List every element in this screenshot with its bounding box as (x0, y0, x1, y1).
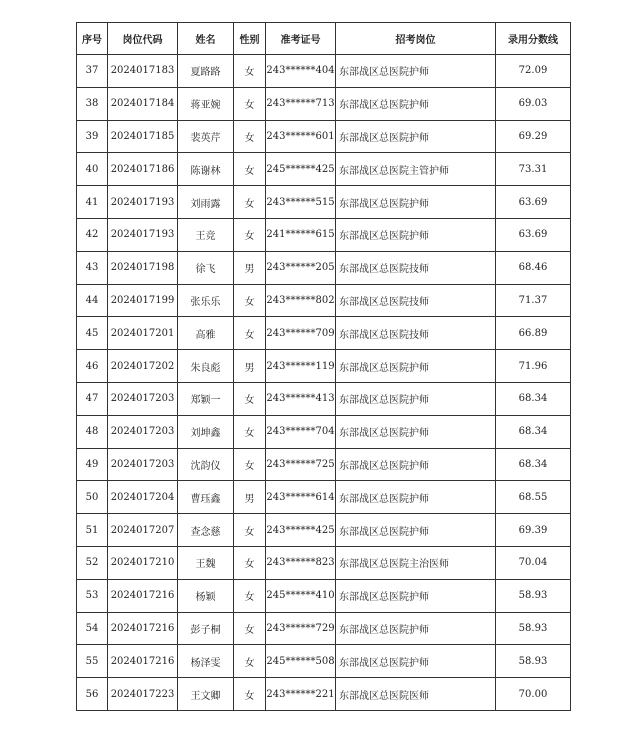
cell-position: 东部战区总医院技师 (336, 251, 496, 284)
cell-exam-id: 241******615 (266, 218, 336, 251)
cell-exam-id: 243******404 (266, 55, 336, 88)
cell-gender: 女 (234, 186, 266, 219)
cell-name: 朱良彪 (178, 350, 234, 383)
cell-position: 东部战区总医院技师 (336, 284, 496, 317)
cell-score: 68.55 (496, 481, 571, 514)
cell-score: 70.04 (496, 546, 571, 579)
cell-score: 68.46 (496, 251, 571, 284)
cell-gender: 女 (234, 218, 266, 251)
cell-exam-id: 243******425 (266, 514, 336, 547)
cell-gender: 女 (234, 514, 266, 547)
cell-gender: 女 (234, 546, 266, 579)
cell-score: 70.00 (496, 678, 571, 711)
cell-position: 东部战区总医院医师 (336, 678, 496, 711)
table-row (77, 350, 571, 383)
cell-name: 张乐乐 (178, 284, 234, 317)
header-post-code: 岗位代码 (108, 23, 178, 55)
cell-score: 66.89 (496, 317, 571, 350)
cell-index: 43 (77, 251, 108, 284)
cell-index: 39 (77, 120, 108, 153)
cell-post-code: 2024017216 (108, 579, 178, 612)
cell-score: 71.96 (496, 350, 571, 383)
cell-index: 37 (77, 55, 108, 88)
table-row (77, 645, 571, 678)
cell-index: 56 (77, 678, 108, 711)
table-row (77, 448, 571, 481)
cell-gender: 女 (234, 317, 266, 350)
cell-score: 71.37 (496, 284, 571, 317)
cell-exam-id: 243******713 (266, 87, 336, 120)
cell-post-code: 2024017184 (108, 87, 178, 120)
table-row (77, 120, 571, 153)
cell-exam-id: 245******410 (266, 579, 336, 612)
cell-index: 50 (77, 481, 108, 514)
cell-exam-id: 243******704 (266, 415, 336, 448)
cell-gender: 男 (234, 481, 266, 514)
cell-exam-id: 243******614 (266, 481, 336, 514)
cell-score: 68.34 (496, 448, 571, 481)
cell-index: 44 (77, 284, 108, 317)
cell-name: 查念慈 (178, 514, 234, 547)
cell-post-code: 2024017183 (108, 55, 178, 88)
cell-exam-id: 243******515 (266, 186, 336, 219)
cell-exam-id: 243******221 (266, 678, 336, 711)
cell-name: 刘雨露 (178, 186, 234, 219)
cell-name: 杨颖 (178, 579, 234, 612)
cell-exam-id: 243******205 (266, 251, 336, 284)
cell-post-code: 2024017207 (108, 514, 178, 547)
cell-exam-id: 243******725 (266, 448, 336, 481)
cell-post-code: 2024017202 (108, 350, 178, 383)
cell-gender: 女 (234, 153, 266, 186)
cell-score: 69.29 (496, 120, 571, 153)
cell-gender: 女 (234, 612, 266, 645)
cell-position: 东部战区总医院护师 (336, 612, 496, 645)
cell-name: 高雅 (178, 317, 234, 350)
table-row (77, 678, 571, 711)
cell-score: 68.34 (496, 415, 571, 448)
cell-name: 郑颖一 (178, 382, 234, 415)
cell-index: 54 (77, 612, 108, 645)
cell-position: 东部战区总医院护师 (336, 87, 496, 120)
cell-post-code: 2024017210 (108, 546, 178, 579)
cell-position: 东部战区总医院护师 (336, 382, 496, 415)
header-index: 序号 (77, 23, 108, 55)
cell-gender: 女 (234, 415, 266, 448)
table-row (77, 382, 571, 415)
table-row (77, 546, 571, 579)
cell-score: 68.34 (496, 382, 571, 415)
cell-post-code: 2024017193 (108, 186, 178, 219)
table-row (77, 612, 571, 645)
cell-score: 69.03 (496, 87, 571, 120)
cell-exam-id: 243******709 (266, 317, 336, 350)
cell-gender: 男 (234, 350, 266, 383)
table-row (77, 251, 571, 284)
cell-index: 46 (77, 350, 108, 383)
cell-gender: 女 (234, 448, 266, 481)
cell-index: 53 (77, 579, 108, 612)
table-row (77, 579, 571, 612)
cell-position: 东部战区总医院护师 (336, 579, 496, 612)
header-name: 姓名 (178, 23, 234, 55)
cell-position: 东部战区总医院护师 (336, 186, 496, 219)
table-row (77, 514, 571, 547)
cell-index: 38 (77, 87, 108, 120)
table-row (77, 55, 571, 88)
cell-name: 杨泽雯 (178, 645, 234, 678)
cell-post-code: 2024017185 (108, 120, 178, 153)
cell-exam-id: 243******823 (266, 546, 336, 579)
table-row (77, 186, 571, 219)
cell-position: 东部战区总医院主治医师 (336, 546, 496, 579)
cell-score: 63.69 (496, 218, 571, 251)
cell-position: 东部战区总医院护师 (336, 120, 496, 153)
header-gender: 性别 (234, 23, 266, 55)
cell-gender: 女 (234, 120, 266, 153)
cell-name: 沈韵仪 (178, 448, 234, 481)
cell-score: 63.69 (496, 186, 571, 219)
cell-index: 55 (77, 645, 108, 678)
cell-position: 东部战区总医院护师 (336, 415, 496, 448)
cell-exam-id: 243******119 (266, 350, 336, 383)
cell-position: 东部战区总医院主管护师 (336, 153, 496, 186)
cell-post-code: 2024017193 (108, 218, 178, 251)
cell-exam-id: 243******802 (266, 284, 336, 317)
cell-name: 王竞 (178, 218, 234, 251)
table-row (77, 87, 571, 120)
header-exam-id: 准考证号 (266, 23, 336, 55)
cell-post-code: 2024017204 (108, 481, 178, 514)
cell-name: 曹珏鑫 (178, 481, 234, 514)
cell-name: 蒋亚婉 (178, 87, 234, 120)
header-position: 招考岗位 (336, 23, 496, 55)
cell-name: 夏路路 (178, 55, 234, 88)
cell-score: 72.09 (496, 55, 571, 88)
cell-index: 41 (77, 186, 108, 219)
cell-index: 40 (77, 153, 108, 186)
cell-exam-id: 243******413 (266, 382, 336, 415)
cell-index: 49 (77, 448, 108, 481)
cell-score: 58.93 (496, 579, 571, 612)
cell-exam-id: 245******425 (266, 153, 336, 186)
table-row (77, 153, 571, 186)
cell-position: 东部战区总医院护师 (336, 218, 496, 251)
cell-post-code: 2024017198 (108, 251, 178, 284)
cell-gender: 女 (234, 645, 266, 678)
cell-index: 47 (77, 382, 108, 415)
cell-score: 73.31 (496, 153, 571, 186)
cell-post-code: 2024017203 (108, 382, 178, 415)
cell-name: 徐飞 (178, 251, 234, 284)
cell-exam-id: 245******508 (266, 645, 336, 678)
cell-gender: 女 (234, 678, 266, 711)
cell-post-code: 2024017203 (108, 415, 178, 448)
cell-gender: 女 (234, 87, 266, 120)
cell-name: 彭子桐 (178, 612, 234, 645)
cell-name: 陈谢林 (178, 153, 234, 186)
cell-position: 东部战区总医院护师 (336, 514, 496, 547)
cell-gender: 女 (234, 579, 266, 612)
table-row (77, 284, 571, 317)
cell-exam-id: 243******601 (266, 120, 336, 153)
cell-name: 刘坤鑫 (178, 415, 234, 448)
cell-position: 东部战区总医院技师 (336, 317, 496, 350)
cell-position: 东部战区总医院护师 (336, 481, 496, 514)
cell-post-code: 2024017216 (108, 612, 178, 645)
cell-gender: 女 (234, 382, 266, 415)
cell-index: 51 (77, 514, 108, 547)
cell-name: 王魏 (178, 546, 234, 579)
cell-position: 东部战区总医院护师 (336, 645, 496, 678)
cell-index: 42 (77, 218, 108, 251)
cell-index: 52 (77, 546, 108, 579)
cell-score: 58.93 (496, 612, 571, 645)
cell-position: 东部战区总医院护师 (336, 448, 496, 481)
table-row (77, 218, 571, 251)
cell-gender: 女 (234, 55, 266, 88)
admission-table (76, 22, 571, 711)
header-row (77, 23, 571, 55)
cell-score: 69.39 (496, 514, 571, 547)
cell-gender: 男 (234, 251, 266, 284)
cell-name: 王文卿 (178, 678, 234, 711)
cell-score: 58.93 (496, 645, 571, 678)
cell-post-code: 2024017186 (108, 153, 178, 186)
table-body (77, 55, 571, 711)
cell-post-code: 2024017203 (108, 448, 178, 481)
table-row (77, 415, 571, 448)
cell-post-code: 2024017223 (108, 678, 178, 711)
cell-index: 45 (77, 317, 108, 350)
cell-position: 东部战区总医院护师 (336, 350, 496, 383)
cell-exam-id: 243******729 (266, 612, 336, 645)
cell-name: 裴英芹 (178, 120, 234, 153)
header-score-line: 录用分数线 (496, 23, 571, 55)
cell-index: 48 (77, 415, 108, 448)
table-row (77, 481, 571, 514)
cell-gender: 女 (234, 284, 266, 317)
cell-post-code: 2024017216 (108, 645, 178, 678)
cell-position: 东部战区总医院护师 (336, 55, 496, 88)
cell-post-code: 2024017201 (108, 317, 178, 350)
cell-post-code: 2024017199 (108, 284, 178, 317)
table-row (77, 317, 571, 350)
